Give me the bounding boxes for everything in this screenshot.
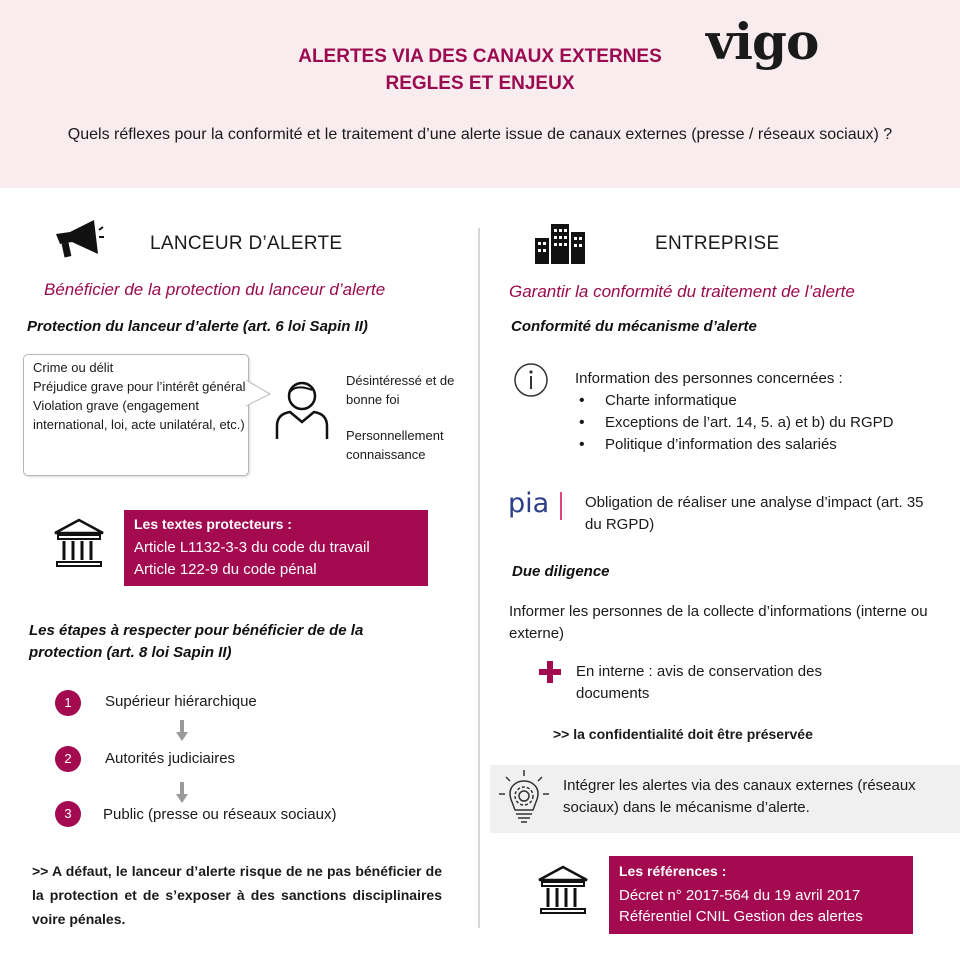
vigo-logo: vigo [706,12,819,71]
step-label: Autorités judiciaires [105,750,236,767]
page-title [250,43,710,97]
step-number-badge: 2 [55,746,81,772]
integration-text: Intégrer les alertes via des canaux externes (réseaux sociaux) dans le mécanisme d’alerte. [563,777,916,816]
references-box [609,856,913,934]
step-label: Public (presse ou réseaux sociaux) [103,806,337,823]
title-line-1: ALERTES VIA DES CANAUX EXTERNES [298,46,662,67]
person-icon [274,376,330,442]
criteria-list [33,358,247,434]
conformity-heading: Conformité du mécanisme d’alerte [511,318,757,335]
megaphone-icon [52,218,104,262]
intro-question: Quels réflexes pour la conformité et le traitement d’une alerte issue de canaux externes (presse / réseaux sociaux) ? [67,126,893,143]
step-number-badge: 3 [55,801,81,827]
pia-logo-bar [560,492,562,520]
steps-heading: Les étapes à respecter pour bénéficier de de la protection (art. 8 loi Sapin II) [29,622,364,661]
step-label: Supérieur hiérarchique [105,693,257,710]
right-subtitle: Garantir la conformité du traitement de l’alerte [509,282,855,301]
protective-texts-box [124,510,428,586]
pia-text: Obligation de réaliser une analyse d’impact (art. 35 du RGPD) [585,494,924,533]
callout-pointer [246,380,272,408]
protective-text-line: Article L1132-3-3 du code du travail [134,539,370,556]
step-number-badge: 1 [55,690,81,716]
arrow-down-icon [176,720,188,742]
internal-notice-text: En interne : avis de conservation des documents [576,663,822,702]
right-section-title: ENTREPRISE [655,233,780,254]
arrow-down-icon [176,782,188,804]
info-bullet: • Exceptions de l’art. 14, 5. a) et b) du RGPD [575,412,955,434]
criteria-item: Crime ou délit [33,360,114,375]
criteria-item: Violation grave (engagement international, loi, acte unilatéral, etc.) [33,398,245,432]
diligence-text: Informer les personnes de la collecte d’informations (interne ou externe) [509,603,928,642]
info-icon [513,362,549,398]
info-bullet: • Charte informatique [575,390,955,412]
left-section-title: LANCEUR D’ALERTE [150,233,343,254]
warning-text: >> A défaut, le lanceur d’alerte risque de ne pas bénéficier de la protection et de s’exposer à des sanctions disciplinaires voire pénales. [32,863,442,927]
info-bullet-list [575,390,955,456]
column-divider [478,228,480,928]
protection-heading: Protection du lanceur d’alerte (art. 6 loi Sapin II) [27,318,368,335]
protective-texts-heading: Les textes protecteurs : [134,516,292,532]
plus-icon [538,660,562,684]
info-title: Information des personnes concernées : [575,370,843,387]
references-heading: Les références : [619,863,727,879]
reference-line: Référentiel CNIL Gestion des alertes [619,908,863,925]
courthouse-icon [52,517,106,571]
info-bullet: • Politique d’information des salariés [575,434,955,456]
reference-line: Décret n° 2017-564 du 19 avril 2017 [619,887,861,904]
courthouse-icon [536,864,590,918]
condition-personal-knowledge: Personnellement connaissance [346,428,444,462]
criteria-item: Préjudice grave pour l’intérêt général [33,379,246,394]
pia-logo: pia [508,488,550,519]
buildings-icon [533,222,587,264]
confidentiality-note: >> la confidentialité doit être préservée [553,726,813,742]
protective-text-line: Article 122-9 du code pénal [134,561,317,578]
condition-good-faith: Désintéressé et de bonne foi [346,373,455,407]
diligence-heading: Due diligence [512,563,610,580]
title-line-2: REGLES ET ENJEUX [385,73,575,94]
idea-gear-icon [496,768,552,828]
left-subtitle: Bénéficier de la protection du lanceur d’alerte [44,280,386,299]
